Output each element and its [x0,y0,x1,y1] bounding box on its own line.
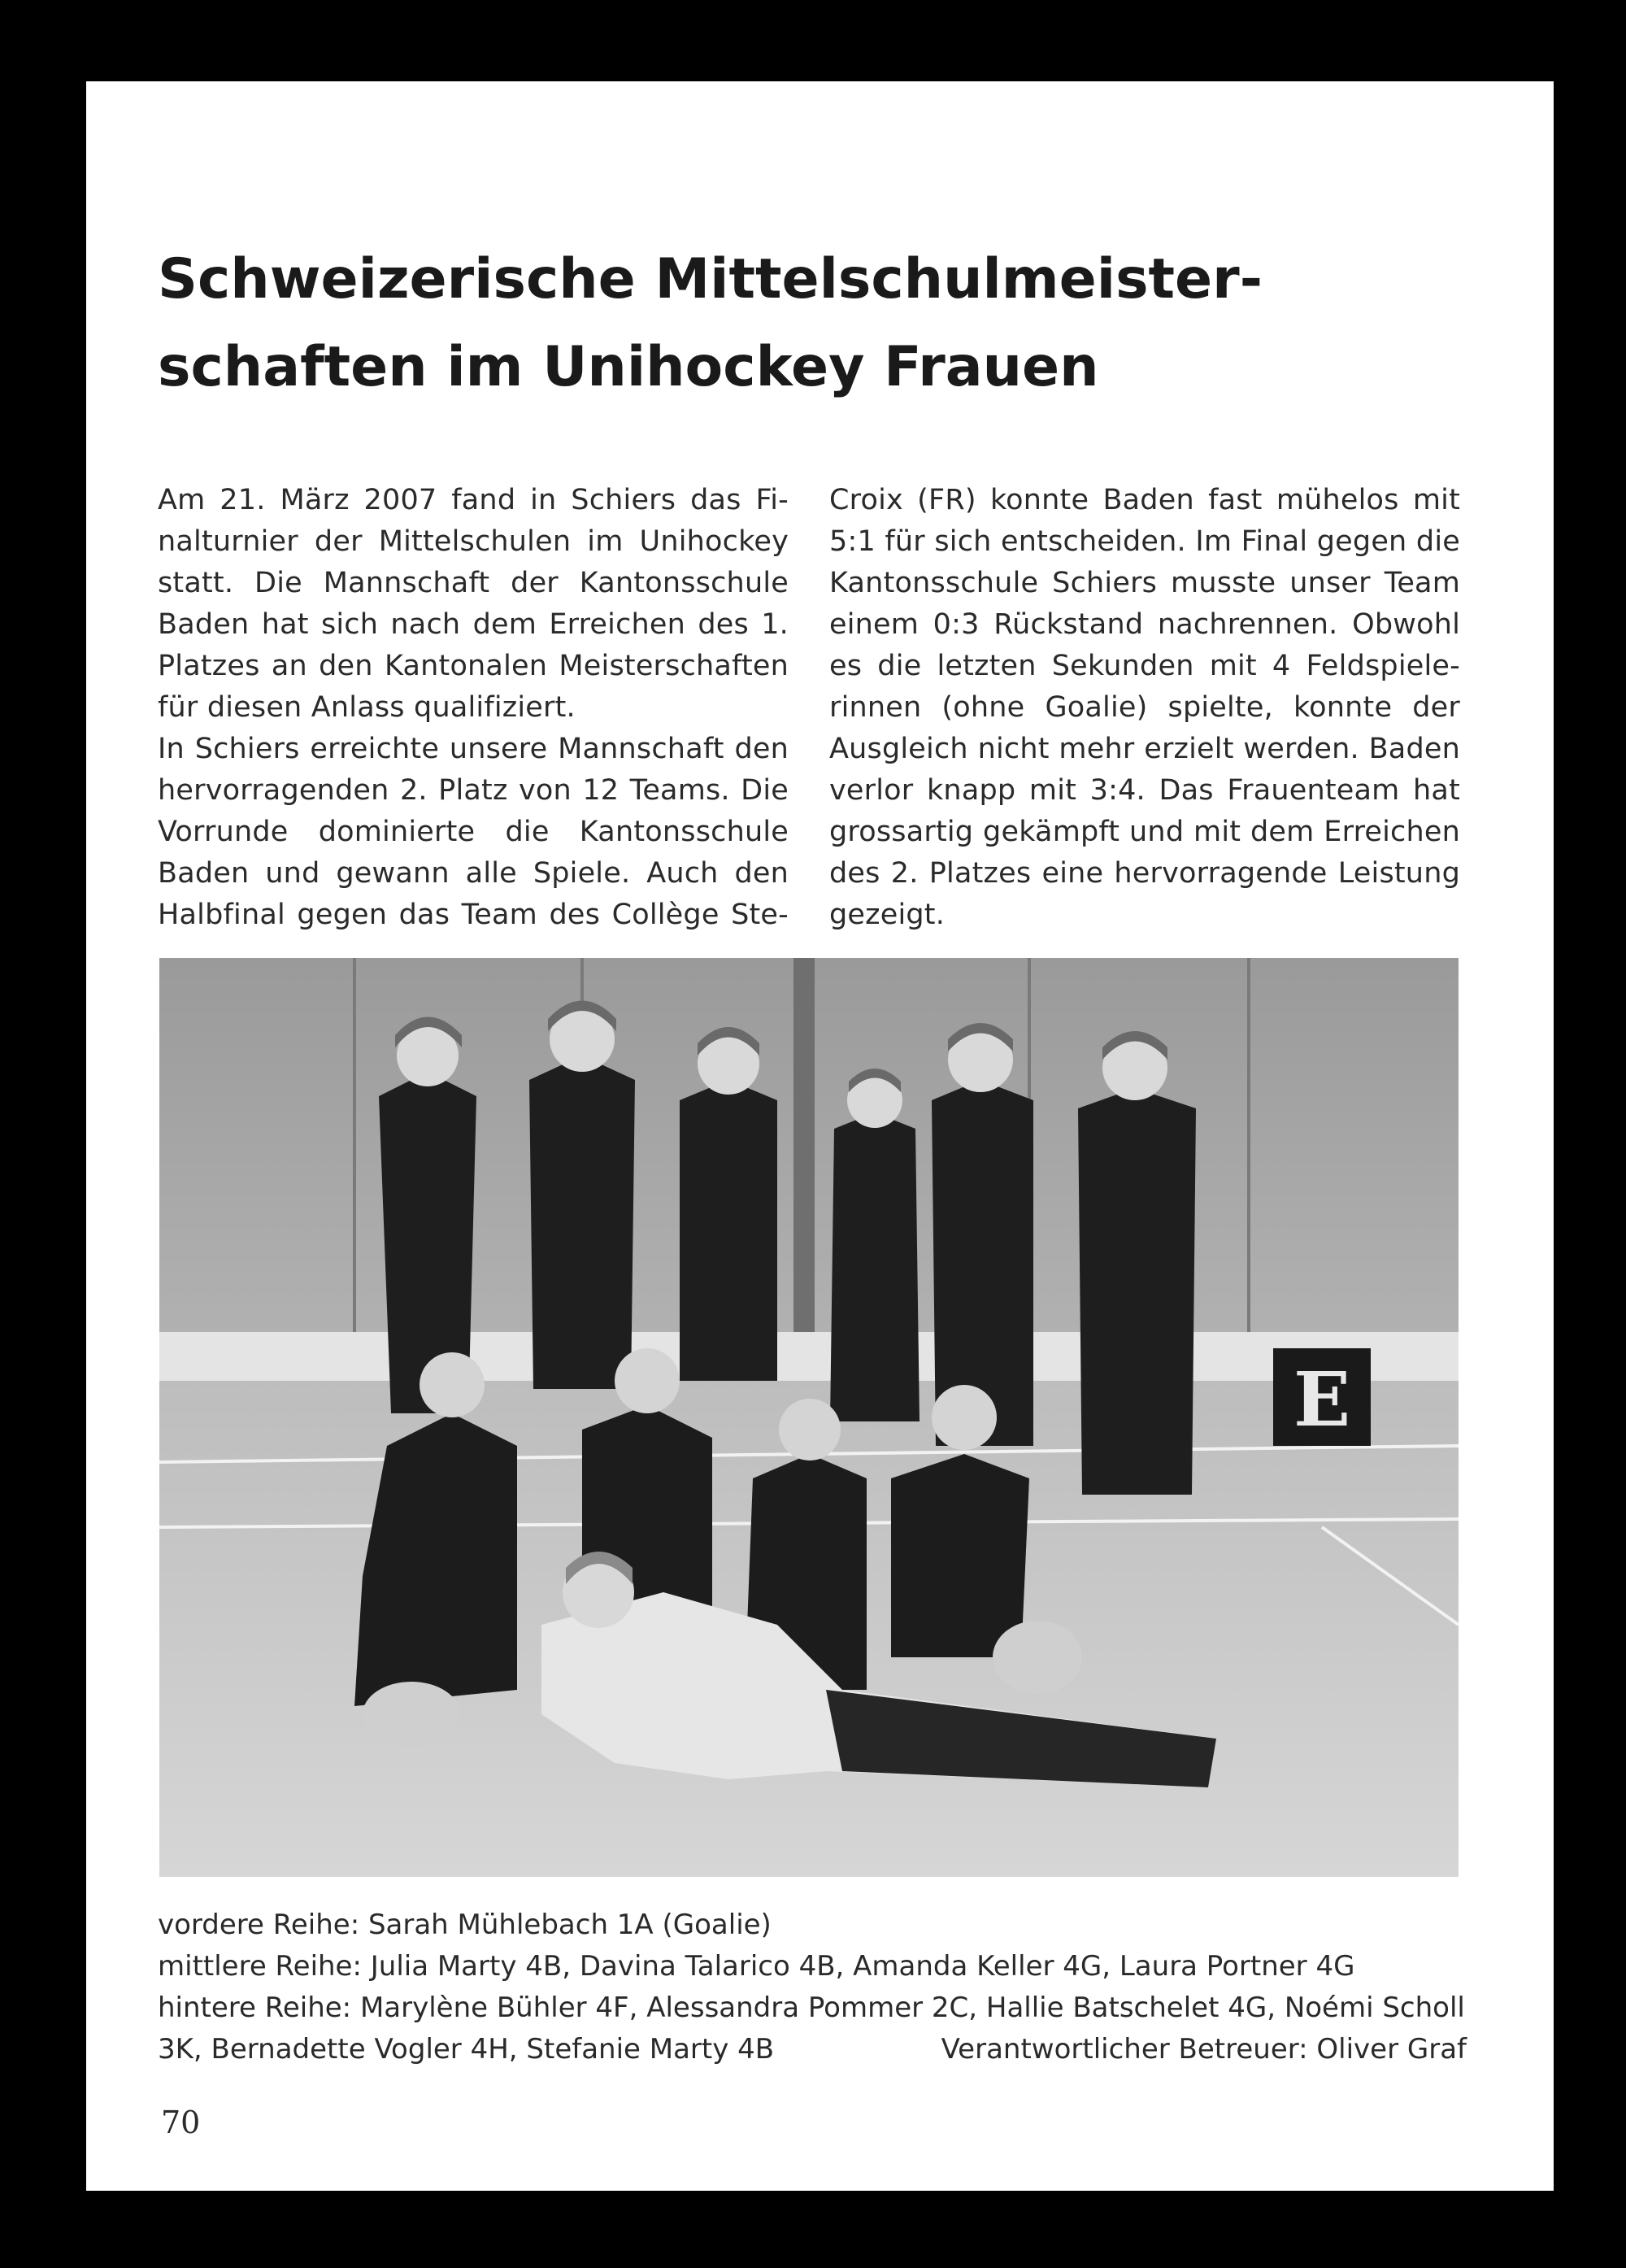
team-photo-illustration [159,958,1459,1877]
text-line: verlor knapp mit 3:4. Das Frauenteam hat [829,774,1460,807]
text-line: Am 21. März 2007 fand in Schiers das Fi- [158,484,789,516]
text-line: rinnen (ohne Goalie) spielte, konnte der [829,691,1460,724]
article-title [158,236,1459,411]
text-line: Baden und gewann alle Spiele. Auch den [158,857,789,890]
page-number: 70 [161,2105,201,2140]
text-line: Croix (FR) konnte Baden fast mühelos mit [829,484,1460,516]
caption-middle-row: mittlere Reihe: Julia Marty 4B, Davina Talarico 4B, Amanda Keller 4G, Laura Portner 4G [158,1950,1355,1983]
title-line-1: Schweizerische Mittelschulmeister- [158,247,1263,311]
photo-caption [158,1905,1467,2070]
text-line: Vorrunde dominierte die Kantonsschule [158,816,789,848]
text-line: 5:1 für sich entscheiden. Im Final gegen die [829,525,1460,558]
text-line: Ausgleich nicht mehr erzielt werden. Baden [829,733,1460,765]
text-column-left [158,480,789,936]
caption-last-line [158,2029,1467,2070]
text-line: hervorragenden 2. Platz von 12 Teams. Die [158,774,789,807]
text-line: gezeigt. [829,899,946,931]
text-line: für diesen Anlass qualifiziert. [158,691,576,724]
text-column-right [829,480,1460,936]
text-line: einem 0:3 Rückstand nachrennen. Obwohl [829,608,1460,641]
text-line: Halbfinal gegen das Team des Collège Ste- [158,899,789,931]
text-line: Baden hat sich nach dem Erreichen des 1. [158,608,789,641]
text-line: grossartig gekämpft und mit dem Erreichen [829,816,1460,848]
text-line: statt. Die Mannschaft der Kantonsschule [158,567,789,599]
text-line: es die letzten Sekunden mit 4 Feldspiele- [829,650,1460,682]
text-line: des 2. Platzes eine hervorragende Leistung [829,857,1460,890]
caption-back-row-continued: 3K, Bernadette Vogler 4H, Stefanie Marty 4B [158,2033,775,2066]
text-line: Kantonsschule Schiers musste unser Team [829,567,1460,599]
wall-sign-letter: E [1293,1356,1351,1443]
title-line-2: schaften im Unihockey Frauen [158,335,1099,399]
text-line: In Schiers erreichte unsere Mannschaft den [158,733,789,765]
text-line: Platzes an den Kantonalen Meisterschaften [158,650,789,682]
caption-front-row: vordere Reihe: Sarah Mühlebach 1A (Goalie) [158,1909,772,1941]
caption-supervisor: Verantwortlicher Betreuer: Oliver Graf [941,2033,1467,2066]
text-line: nalturnier der Mittelschulen im Unihockey [158,525,789,558]
document-page [86,81,1554,2191]
caption-back-row: hintere Reihe: Marylène Bühler 4F, Alessandra Pommer 2C, Hallie Batschelet 4G, Noémi Scholl [158,1992,1465,2024]
team-photo [159,958,1459,1877]
